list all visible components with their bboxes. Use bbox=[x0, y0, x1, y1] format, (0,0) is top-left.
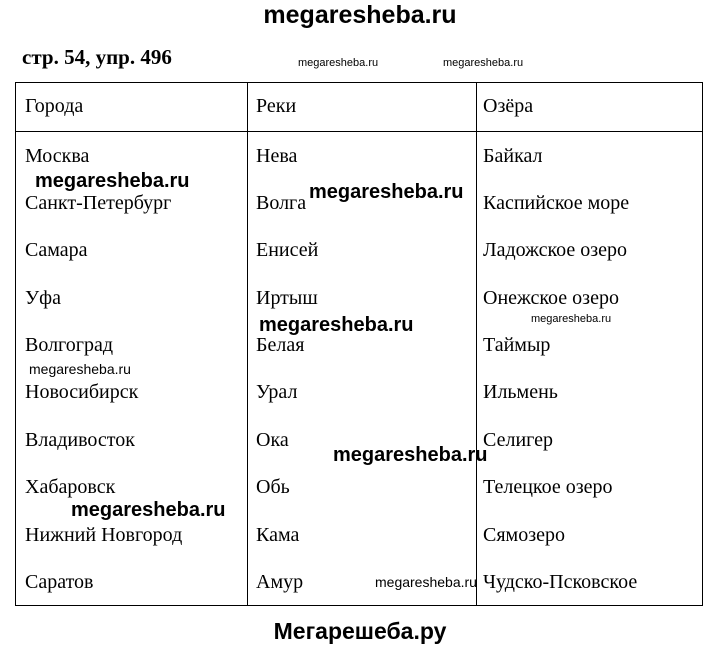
table-cell: Онежское озеро bbox=[483, 287, 619, 309]
table-cell: Самара bbox=[25, 239, 88, 261]
column-divider bbox=[247, 83, 248, 605]
subjects-table bbox=[15, 82, 703, 606]
watermark: megaresheba.ru bbox=[71, 499, 226, 521]
table-cell: Санкт-Петербург bbox=[25, 192, 172, 214]
table-cell: Новосибирск bbox=[25, 381, 139, 403]
table-cell: Волгоград bbox=[25, 334, 114, 356]
column-header-lakes: Озёра bbox=[483, 95, 534, 117]
table-cell: Таймыр bbox=[483, 334, 551, 356]
watermark: megaresheba.ru bbox=[298, 57, 379, 69]
site-header: megaresheba.ru bbox=[263, 1, 457, 29]
watermark: megaresheba.ru bbox=[443, 57, 524, 69]
exercise-title: стр. 54, упр. 496 bbox=[22, 45, 172, 69]
table-cell: Кама bbox=[256, 524, 300, 546]
site-footer: Мегарешеба.ру bbox=[273, 618, 447, 644]
table-cell: Нева bbox=[256, 145, 298, 167]
table-cell: Каспийское море bbox=[483, 192, 630, 214]
table-cell: Саратов bbox=[25, 571, 94, 593]
watermark: megaresheba.ru bbox=[333, 444, 488, 466]
table-cell: Енисей bbox=[256, 239, 319, 261]
table-cell: Иртыш bbox=[256, 287, 318, 309]
table-cell: Телецкое озеро bbox=[483, 476, 613, 498]
table-cell: Нижний Новгород bbox=[25, 524, 183, 546]
table-cell: Ильмень bbox=[483, 381, 558, 403]
table-cell: Селигер bbox=[483, 429, 553, 451]
watermark: megaresheba.ru bbox=[531, 313, 612, 325]
table-cell: Обь bbox=[256, 476, 290, 498]
table-cell: Волга bbox=[256, 192, 307, 214]
watermark: megaresheba.ru bbox=[259, 314, 414, 336]
table-cell: Ладожское озеро bbox=[483, 239, 628, 261]
watermark: megaresheba.ru bbox=[309, 181, 464, 203]
table-cell: Москва bbox=[25, 145, 90, 167]
watermark: megaresheba.ru bbox=[29, 361, 131, 377]
header-divider bbox=[16, 131, 702, 132]
table-cell: Уфа bbox=[25, 287, 61, 309]
table-cell: Байкал bbox=[483, 145, 543, 167]
column-divider bbox=[476, 83, 477, 605]
table-cell: Владивосток bbox=[25, 429, 135, 451]
table-cell: Сямозеро bbox=[483, 524, 565, 546]
table-cell: Хабаровск bbox=[25, 476, 116, 498]
column-header-rivers: Реки bbox=[256, 95, 297, 117]
table-cell: Амур bbox=[256, 571, 304, 593]
table-cell: Ока bbox=[256, 429, 289, 451]
watermark: megaresheba.ru bbox=[375, 574, 477, 590]
table-cell: Чудско-Псковское bbox=[483, 571, 638, 593]
column-header-cities: Города bbox=[25, 95, 84, 117]
table-cell: Белая bbox=[256, 334, 305, 356]
watermark: megaresheba.ru bbox=[35, 170, 190, 192]
table-cell: Урал bbox=[256, 381, 298, 403]
